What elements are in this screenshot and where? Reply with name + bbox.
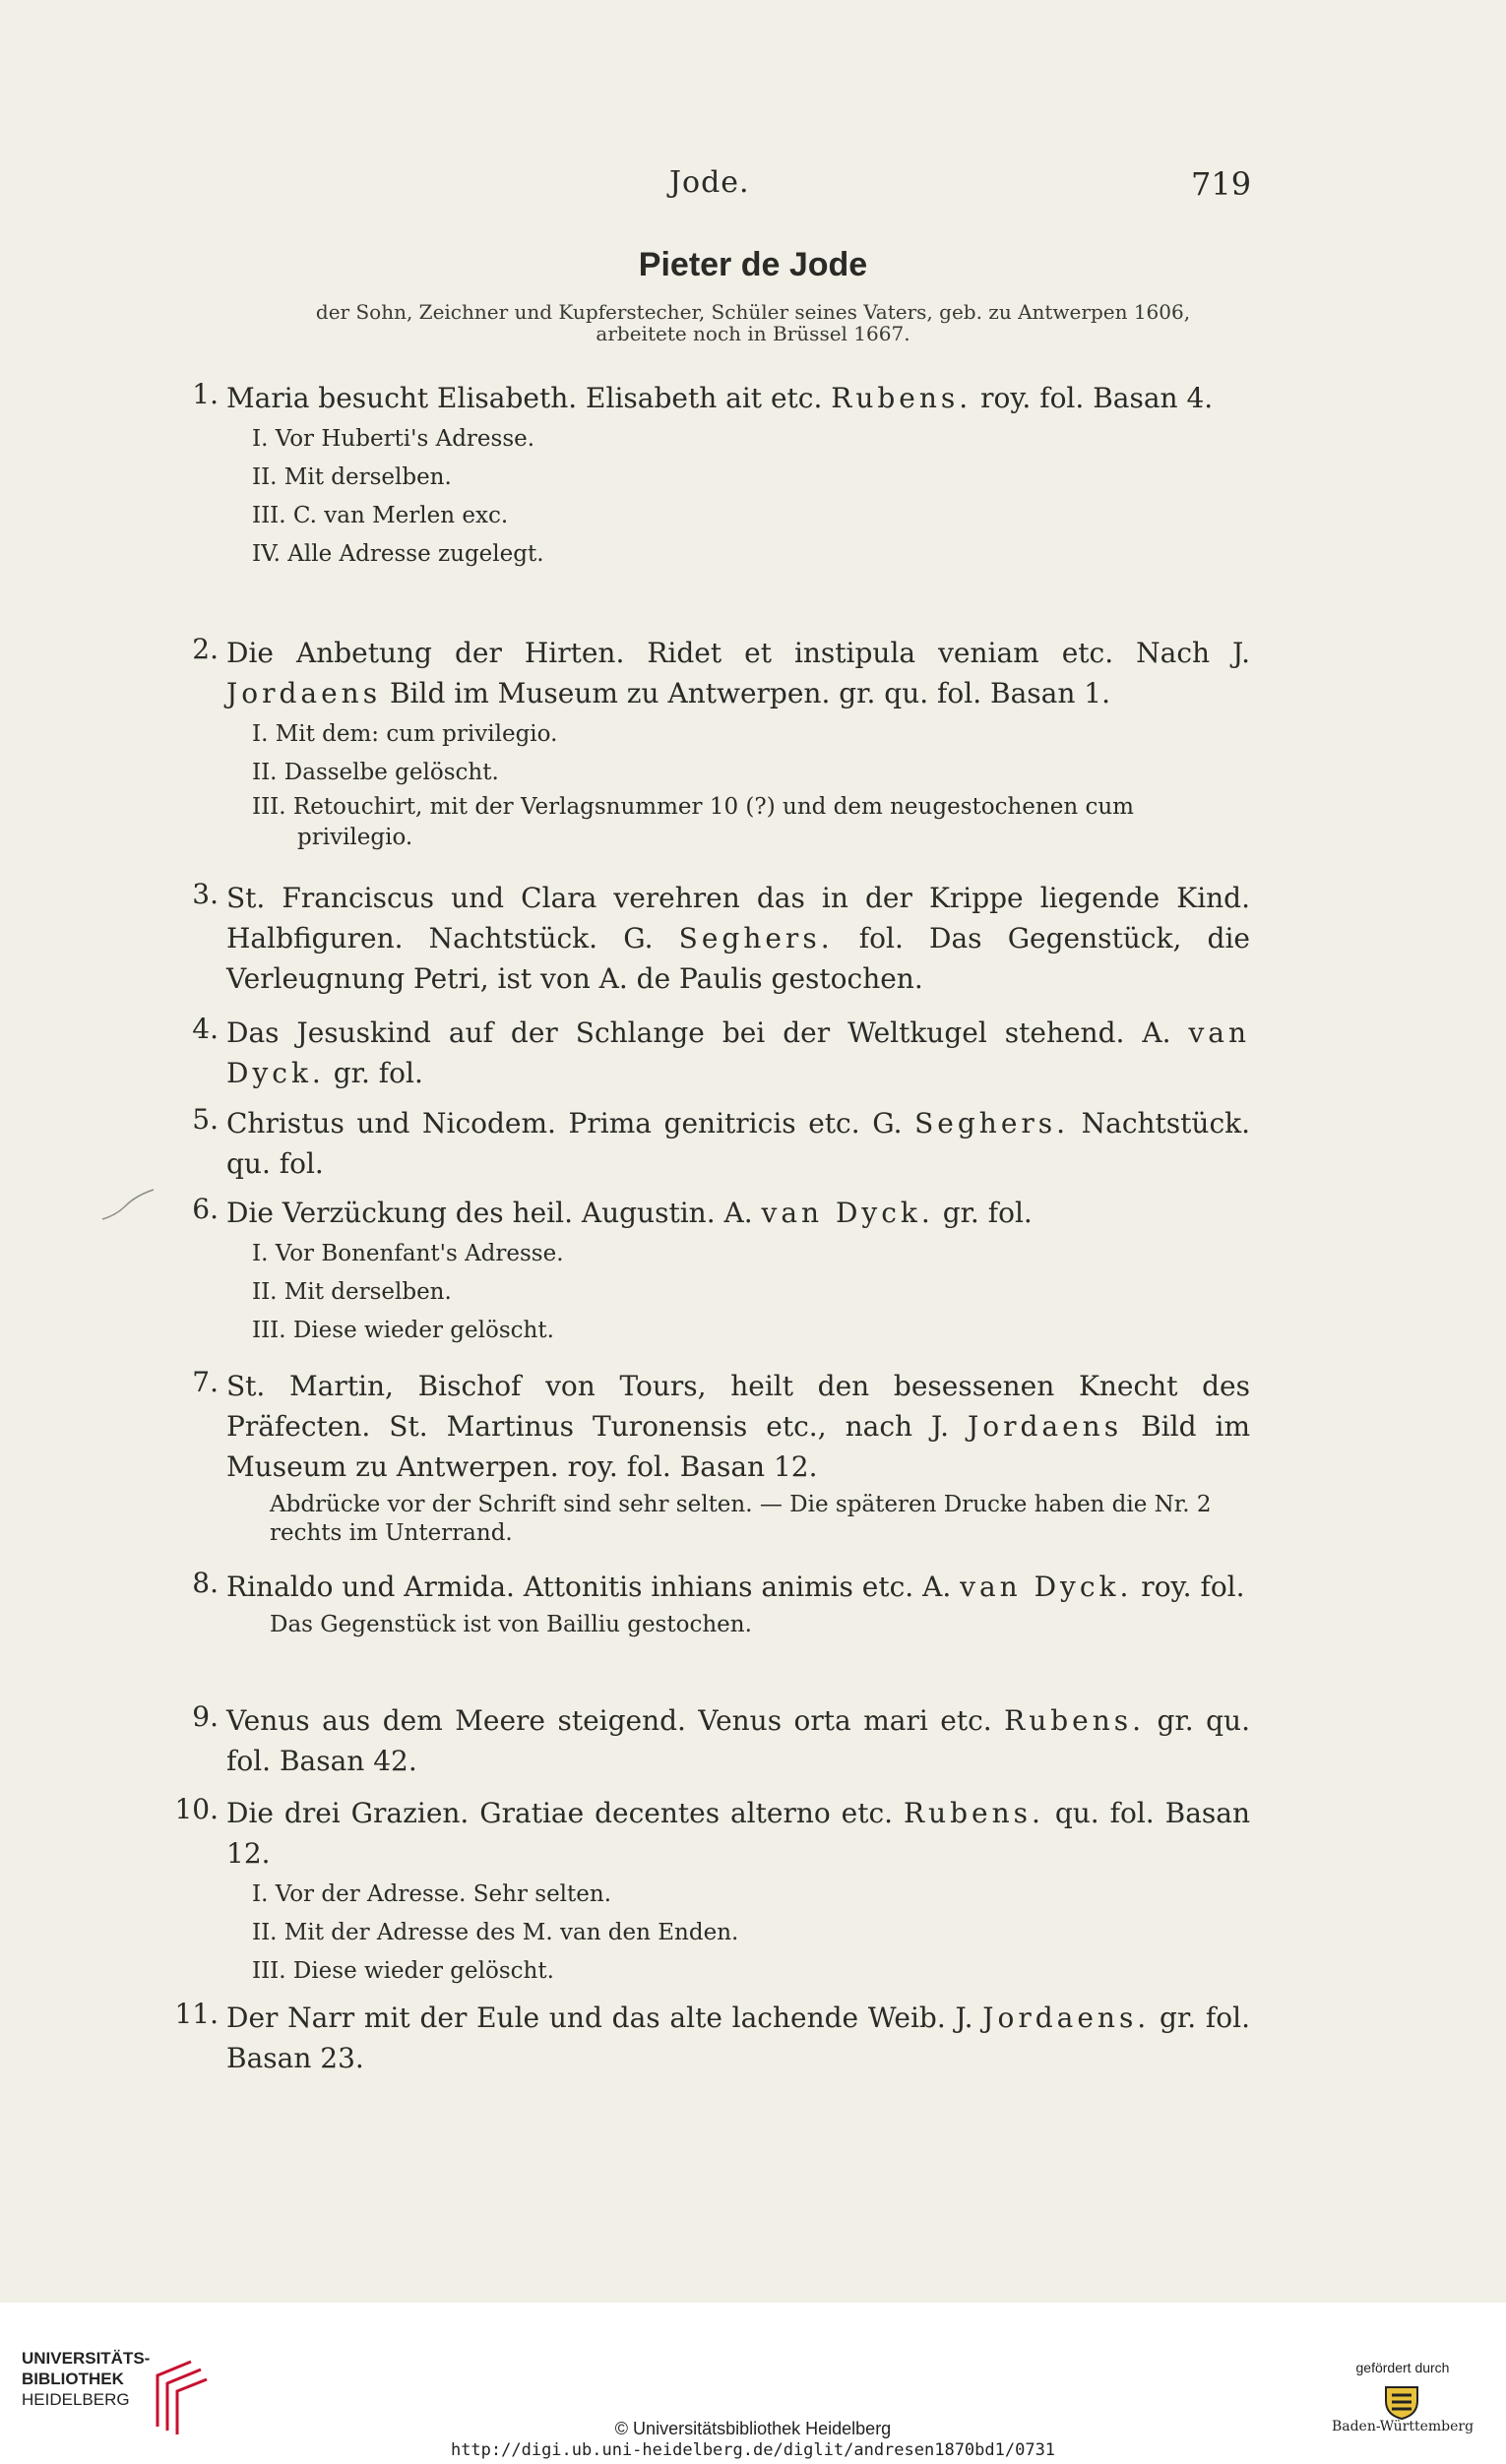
entry-format: qu. fol. Basan 12. <box>226 1797 1251 1870</box>
entry-number: 3. <box>192 878 219 910</box>
state-item: I. Vor Huberti's Adresse. <box>252 426 535 452</box>
entry-title: Die Anbetung der Hirten. Ridet et instipula veniam etc. Nach J. <box>226 637 1250 669</box>
entry-artist: van Dyck. <box>226 1016 1250 1089</box>
page-number: 719 <box>1191 165 1252 203</box>
digitization-footer <box>0 2303 1506 2464</box>
biography-line-2: arbeitete noch in Brüssel 1667. <box>596 322 910 345</box>
state-item: IV. Alle Adresse zugelegt. <box>252 541 544 567</box>
entry-text <box>226 1567 1250 1607</box>
sponsor-label: gefördert durch <box>1355 2360 1450 2375</box>
state-item: I. Mit dem: cum privilegio. <box>252 721 558 747</box>
entry-format: roy. fol. <box>1132 1571 1245 1603</box>
entry-artist: Jordaens. <box>982 2002 1151 2034</box>
state-item: III. Diese wieder gelöscht. <box>252 1958 554 1984</box>
entry-text <box>226 1193 1250 1233</box>
library-name <box>22 2348 150 2410</box>
state-list <box>252 420 1246 574</box>
catalogue-entry <box>167 1567 1250 1639</box>
catalogue-entry <box>167 878 1250 999</box>
entry-title: Maria besucht Elisabeth. Elisabeth ait etc. <box>226 382 832 414</box>
entry-text <box>226 1366 1250 1487</box>
biography-line-1: der Sohn, Zeichner und Kupferstecher, Schüler seines Vaters, geb. zu Antwerpen 1606, <box>315 300 1191 324</box>
entry-number: 5. <box>192 1103 219 1136</box>
entry-number: 10. <box>174 1793 219 1825</box>
entry-number: 6. <box>192 1193 219 1225</box>
entry-number: 4. <box>192 1013 219 1045</box>
sponsor-name: Baden-Württemberg <box>1331 2419 1475 2434</box>
state-item: II. Mit derselben. <box>252 464 452 490</box>
catalogue-entry <box>167 1103 1250 1184</box>
state-crest-icon <box>1380 2381 1423 2421</box>
catalogue-entry <box>167 1013 1250 1093</box>
state-list <box>252 1235 1246 1350</box>
page-title: Pieter de Jode <box>638 246 868 283</box>
entry-number: 2. <box>192 633 219 665</box>
catalogue-entry <box>167 1998 1250 2078</box>
entry-format: gr. fol. <box>324 1057 423 1089</box>
entry-text <box>226 1103 1250 1184</box>
library-name-line-2: BIBLIOTHEK <box>22 2370 124 2388</box>
entry-number: 11. <box>174 1998 219 2030</box>
copyright-notice: © Universitätsbibliothek Heidelberg <box>614 2419 892 2438</box>
library-name-line-3: HEIDELBERG <box>22 2390 130 2409</box>
entry-format: roy. fol. Basan 4. <box>972 382 1214 414</box>
catalogue-entry <box>167 633 1250 853</box>
catalogue-entry <box>167 1793 1250 1991</box>
entry-format: gr. qu. fol. Basan 42. <box>226 1704 1250 1777</box>
entry-title: Rinaldo und Armida. Attonitis inhians animis etc. A. <box>226 1571 961 1603</box>
entry-text <box>226 1700 1250 1781</box>
entry-artist: Jordaens <box>968 1410 1123 1443</box>
entry-artist: Rubens. <box>904 1797 1044 1829</box>
state-item: I. Vor Bonenfant's Adresse. <box>252 1241 564 1266</box>
entry-text <box>226 378 1250 418</box>
entry-title: St. Martin, Bischof von Tours, heilt den besessenen Knecht des Präfecten. St. Martinus Turonensis etc., nach J. <box>226 1370 1250 1443</box>
catalogue-entry <box>167 1366 1250 1548</box>
pencil-mark-icon <box>98 1186 157 1225</box>
entry-note: Abdrücke vor der Schrift sind sehr selten. — Die späteren Drucke haben die Nr. 2 rechts im Unterrand. <box>270 1492 1212 1546</box>
state-item: II. Mit der Adresse des M. van den Enden. <box>252 1920 739 1945</box>
entry-format: gr. fol. Basan 23. <box>226 2002 1250 2074</box>
entry-text <box>226 1013 1250 1093</box>
entry-title: Die Verzückung des heil. Augustin. A. <box>226 1197 762 1229</box>
library-name-line-1: UNIVERSITÄTS- <box>22 2349 151 2368</box>
entry-title: St. Franciscus und Clara verehren das in der Krippe liegende Kind. Halbfiguren. Nachtstück. G. <box>226 882 1250 955</box>
permalink-url[interactable]: http://digi.ub.uni-heidelberg.de/diglit/andresen1870bd1/0731 <box>450 2440 1056 2460</box>
entry-format: Bild im Museum zu Antwerpen. roy. fol. Basan 12. <box>226 1410 1250 1483</box>
entry-format: fol. Das Gegenstück, die Verleugnung Petri, ist von A. de Paulis gestochen. <box>226 922 1250 995</box>
entry-artist: Seghers. <box>914 1107 1070 1140</box>
entry-format: Bild im Museum zu Antwerpen. gr. qu. fol. Basan 1. <box>381 677 1110 709</box>
state-item: III. Retouchirt, mit der Verlagsnummer 10 (?) und dem neugestochenen cum privilegio. <box>252 794 1134 850</box>
entry-text <box>226 1998 1250 2078</box>
entry-artist: van Dyck. <box>960 1571 1133 1603</box>
entry-note: Das Gegenstück ist von Bailliu gestochen. <box>270 1612 752 1637</box>
entry-artist: Rubens. <box>1004 1704 1146 1737</box>
state-list <box>252 1876 1246 1991</box>
entry-title: Christus und Nicodem. Prima genitricis etc. G. <box>226 1107 915 1140</box>
entry-number: 8. <box>192 1567 219 1599</box>
entry-text <box>226 1793 1250 1874</box>
entry-title: Venus aus dem Meere steigend. Venus orta mari etc. <box>226 1704 1005 1737</box>
entry-number: 9. <box>192 1700 219 1733</box>
entry-format: Nachtstück. qu. fol. <box>226 1107 1251 1180</box>
state-item: III. C. van Merlen exc. <box>252 503 509 528</box>
entry-number: 1. <box>192 378 219 410</box>
entry-title: Der Narr mit der Eule und das alte lachende Weib. J. <box>226 2002 983 2034</box>
artist-biography <box>207 301 1299 344</box>
entry-title: Die drei Grazien. Gratiae decentes alterno etc. <box>226 1797 904 1829</box>
entry-artist: van Dyck. <box>761 1197 934 1229</box>
running-head-title: Jode. <box>669 165 750 200</box>
state-item: II. Mit derselben. <box>252 1279 452 1305</box>
state-item: II. Dasselbe gelöscht. <box>252 760 499 785</box>
entry-title: Das Jesuskind auf der Schlange bei der Weltkugel stehend. A. <box>226 1016 1189 1049</box>
catalogue-entry <box>167 1700 1250 1781</box>
entry-format: gr. fol. <box>933 1197 1033 1229</box>
state-item: III. Diese wieder gelöscht. <box>252 1318 554 1343</box>
entry-text <box>226 878 1250 999</box>
entry-artist: Rubens. <box>831 382 973 414</box>
entry-text <box>226 633 1250 713</box>
catalogue-entry <box>167 378 1250 574</box>
catalogue-entry <box>167 1193 1250 1350</box>
sponsor-block <box>1319 2360 1486 2434</box>
state-item: I. Vor der Adresse. Sehr selten. <box>252 1881 612 1907</box>
entry-number: 7. <box>192 1366 219 1398</box>
entry-artist: Jordaens <box>226 677 382 709</box>
entry-artist: Seghers. <box>678 922 834 955</box>
state-list <box>252 715 1246 853</box>
